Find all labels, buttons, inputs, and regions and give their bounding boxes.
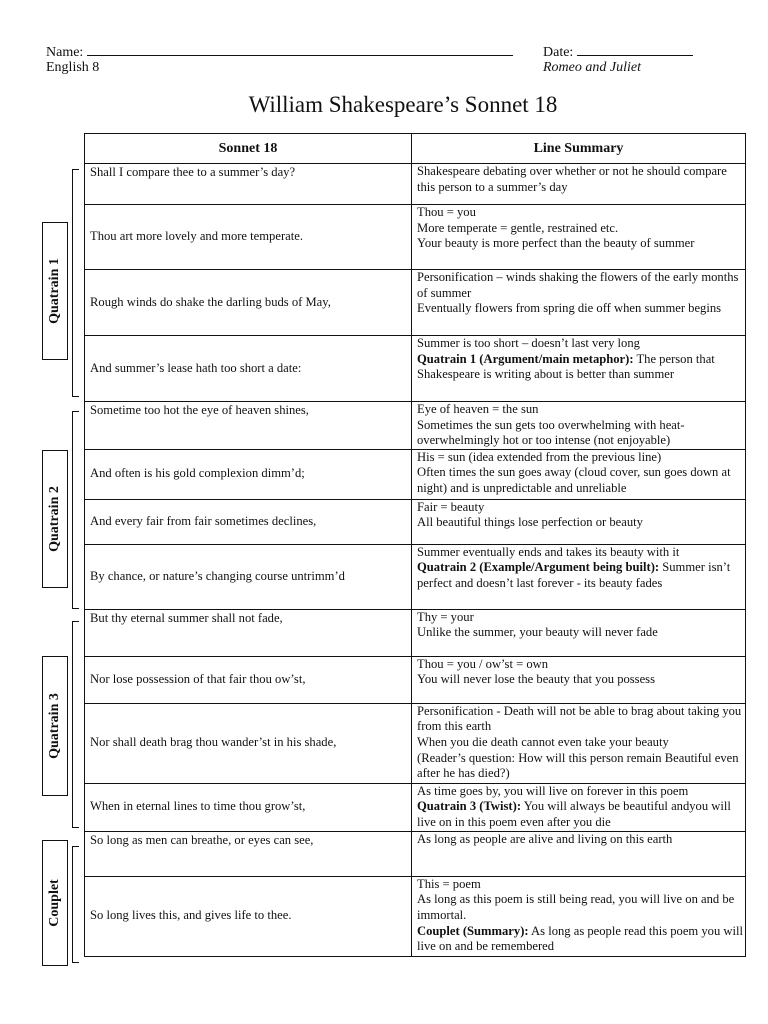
summary-line: [417, 336, 745, 352]
summary-text: As long as people read this poem you will live on and be remembered: [417, 923, 744, 954]
line-summary-cell: [412, 783, 746, 831]
couplet-bracket: [72, 846, 79, 963]
summary-emphasis: Quatrain 3 (Twist):: [417, 799, 522, 814]
sonnet-line-cell: Rough winds do shake the darling buds of May,: [85, 270, 412, 336]
summary-text: As long as this poem is still being read, you will live on and be immortal.: [417, 892, 735, 922]
couplet-label: Couplet: [47, 879, 62, 927]
summary-text: Summer is too short – doesn’t last very long: [417, 336, 640, 350]
summary-line: [417, 704, 745, 735]
summary-text: Your beauty is more perfect than the beauty of summer: [417, 236, 695, 251]
summary-line: [417, 402, 745, 418]
summary-text: Eventually flowers from spring die off when summer begins: [417, 301, 722, 316]
date-line: [577, 41, 693, 56]
summary-text: More temperate = gentle, restrained etc.: [417, 220, 619, 235]
date-label: Date:: [543, 45, 574, 60]
summary-line: [417, 610, 745, 626]
line-summary-cell: [412, 876, 746, 956]
line-summary-cell: [412, 402, 746, 450]
quatrain-3-label: Quatrain 3: [47, 693, 62, 759]
summary-text: Thy = your: [417, 609, 474, 624]
summary-line: [417, 657, 745, 673]
summary-line: [417, 735, 745, 751]
table-row: [85, 205, 746, 270]
quatrain-2-bracket: [72, 411, 79, 609]
summary-line: [417, 221, 745, 237]
summary-text: Often times the sun goes away (cloud cover, sun goes down at night) and is unpredictable and unreliable: [417, 465, 731, 495]
table-row: [85, 270, 746, 336]
summary-text: Personification – winds shaking the flowers of the early months of summer: [417, 270, 739, 300]
sonnet-column-header: Sonnet 18: [85, 134, 412, 164]
line-summary-cell: [412, 544, 746, 609]
summary-text: Shakespeare debating over whether or not he should compare this person to a summer’s day: [417, 164, 727, 194]
name-label: Name:: [46, 45, 84, 60]
sonnet-line-cell: And every fair from fair sometimes declines,: [85, 499, 412, 544]
summary-text: As time goes by, you will live on forever in this poem: [417, 783, 689, 798]
table-row: [85, 544, 746, 609]
summary-line: [417, 832, 745, 848]
sonnet-line-cell: So long lives this, and gives life to thee.: [85, 876, 412, 956]
table-row: [85, 831, 746, 876]
line-summary-cell: [412, 499, 746, 544]
summary-line: [417, 799, 745, 830]
summary-emphasis: Couplet (Summary):: [417, 923, 529, 938]
summary-line: [417, 270, 745, 301]
unit-label: Romeo and Juliet: [543, 60, 641, 75]
table-row: [85, 449, 746, 499]
table-row: [85, 499, 746, 544]
summary-text: Summer isn’t perfect and doesn’t last forever - its beauty fades: [417, 560, 731, 590]
summary-line: [417, 418, 745, 449]
quatrain-1-bracket: [72, 169, 79, 397]
table-header-row: [85, 134, 746, 164]
summary-text: Personification - Death will not be able to brag about taking you from this earth: [417, 703, 742, 734]
summary-text: (Reader’s question: How will this person remain Beautiful even after he has died?): [417, 750, 739, 781]
line-summary-cell: [412, 336, 746, 402]
summary-line: [417, 545, 745, 561]
sonnet-line-cell: But thy eternal summer shall not fade,: [85, 609, 412, 656]
summary-text: The person that Shakespeare is writing about is better than summer: [417, 351, 715, 382]
table-row: [85, 336, 746, 402]
summary-text: This = poem: [417, 876, 481, 891]
summary-text: Thou = you / ow’st = own: [417, 656, 549, 671]
summary-line: [417, 625, 745, 641]
summary-line: [417, 500, 745, 516]
quatrain-2-label-box: [42, 450, 68, 588]
quatrain-1-label-box: [42, 222, 68, 360]
summary-text: Thou = you: [417, 205, 476, 219]
sonnet-line-cell: When in eternal lines to time thou grow’st,: [85, 783, 412, 831]
name-field[interactable]: [46, 41, 513, 62]
summary-text: You will never lose the beauty that you possess: [417, 672, 655, 687]
sonnet-line-cell: Nor shall death brag thou wander’st in his shade,: [85, 703, 412, 783]
summary-line: [417, 515, 745, 531]
page-title: William Shakespeare’s Sonnet 18: [248, 92, 558, 117]
summary-column-header: Line Summary: [412, 134, 746, 164]
sonnet-line-cell: By chance, or nature’s changing course untrimm’d: [85, 544, 412, 609]
summary-text: Sometimes the sun gets too overwhelming with heat- overwhelmingly hot or too intense (not enjoyable): [417, 417, 685, 448]
line-summary-cell: [412, 205, 746, 270]
summary-line: [417, 672, 745, 688]
summary-line: [417, 751, 745, 782]
summary-text: Summer eventually ends and takes its beauty with it: [417, 544, 680, 559]
summary-line: [417, 560, 745, 591]
summary-line: [417, 352, 745, 383]
line-summary-cell: [412, 703, 746, 783]
line-summary-cell: [412, 270, 746, 336]
sonnet-line-cell: And often is his gold complexion dimm’d;: [85, 449, 412, 499]
summary-text: As long as people are alive and living on this earth: [417, 831, 673, 846]
name-line: [87, 41, 513, 56]
line-summary-cell: [412, 609, 746, 656]
summary-text: Fair = beauty: [417, 499, 485, 514]
sonnet-table: [84, 133, 746, 957]
table-row: [85, 402, 746, 450]
summary-line: [417, 301, 745, 317]
class-label: English 8: [46, 60, 100, 75]
table-row: [85, 656, 746, 703]
sonnet-line-cell: Sometime too hot the eye of heaven shines,: [85, 402, 412, 450]
table-body: [85, 164, 746, 957]
summary-line: [417, 784, 745, 800]
table-row: [85, 703, 746, 783]
summary-line: [417, 236, 745, 252]
summary-text: Eye of heaven = the sun: [417, 402, 539, 416]
summary-text: When you die death cannot even take your beauty: [417, 734, 669, 749]
line-summary-cell: [412, 656, 746, 703]
table-row: [85, 876, 746, 956]
line-summary-cell: [412, 164, 746, 205]
summary-line: [417, 465, 745, 496]
line-summary-cell: [412, 831, 746, 876]
summary-text: His = sun (idea extended from the previous line): [417, 449, 662, 464]
summary-line: [417, 205, 745, 221]
summary-text: Unlike the summer, your beauty will never fade: [417, 625, 658, 640]
quatrain-1-label: Quatrain 1: [47, 258, 62, 324]
table-row: [85, 609, 746, 656]
summary-line: [417, 892, 745, 923]
summary-line: [417, 924, 745, 955]
couplet-label-box: [42, 840, 68, 966]
table-row: [85, 164, 746, 205]
sonnet-line-cell: Nor lose possession of that fair thou ow’st,: [85, 656, 412, 703]
sonnet-line-cell: So long as men can breathe, or eyes can see,: [85, 831, 412, 876]
sonnet-line-cell: Thou art more lovely and more temperate.: [85, 205, 412, 270]
summary-line: [417, 877, 745, 893]
summary-text: All beautiful things lose perfection or beauty: [417, 515, 643, 530]
quatrain-2-label: Quatrain 2: [47, 486, 62, 552]
quatrain-3-label-box: [42, 656, 68, 796]
summary-line: [417, 164, 745, 195]
summary-line: [417, 450, 745, 466]
quatrain-3-bracket: [72, 621, 79, 828]
sonnet-line-cell: Shall I compare thee to a summer’s day?: [85, 164, 412, 205]
summary-emphasis: Quatrain 2 (Example/Argument being built):: [417, 560, 660, 575]
sonnet-line-cell: And summer’s lease hath too short a date:: [85, 336, 412, 402]
line-summary-cell: [412, 449, 746, 499]
summary-text: You will always be beautiful andyou will live on in this poem even after you die: [417, 799, 731, 829]
table-row: [85, 783, 746, 831]
summary-emphasis: Quatrain 1 (Argument/main metaphor):: [417, 351, 634, 366]
